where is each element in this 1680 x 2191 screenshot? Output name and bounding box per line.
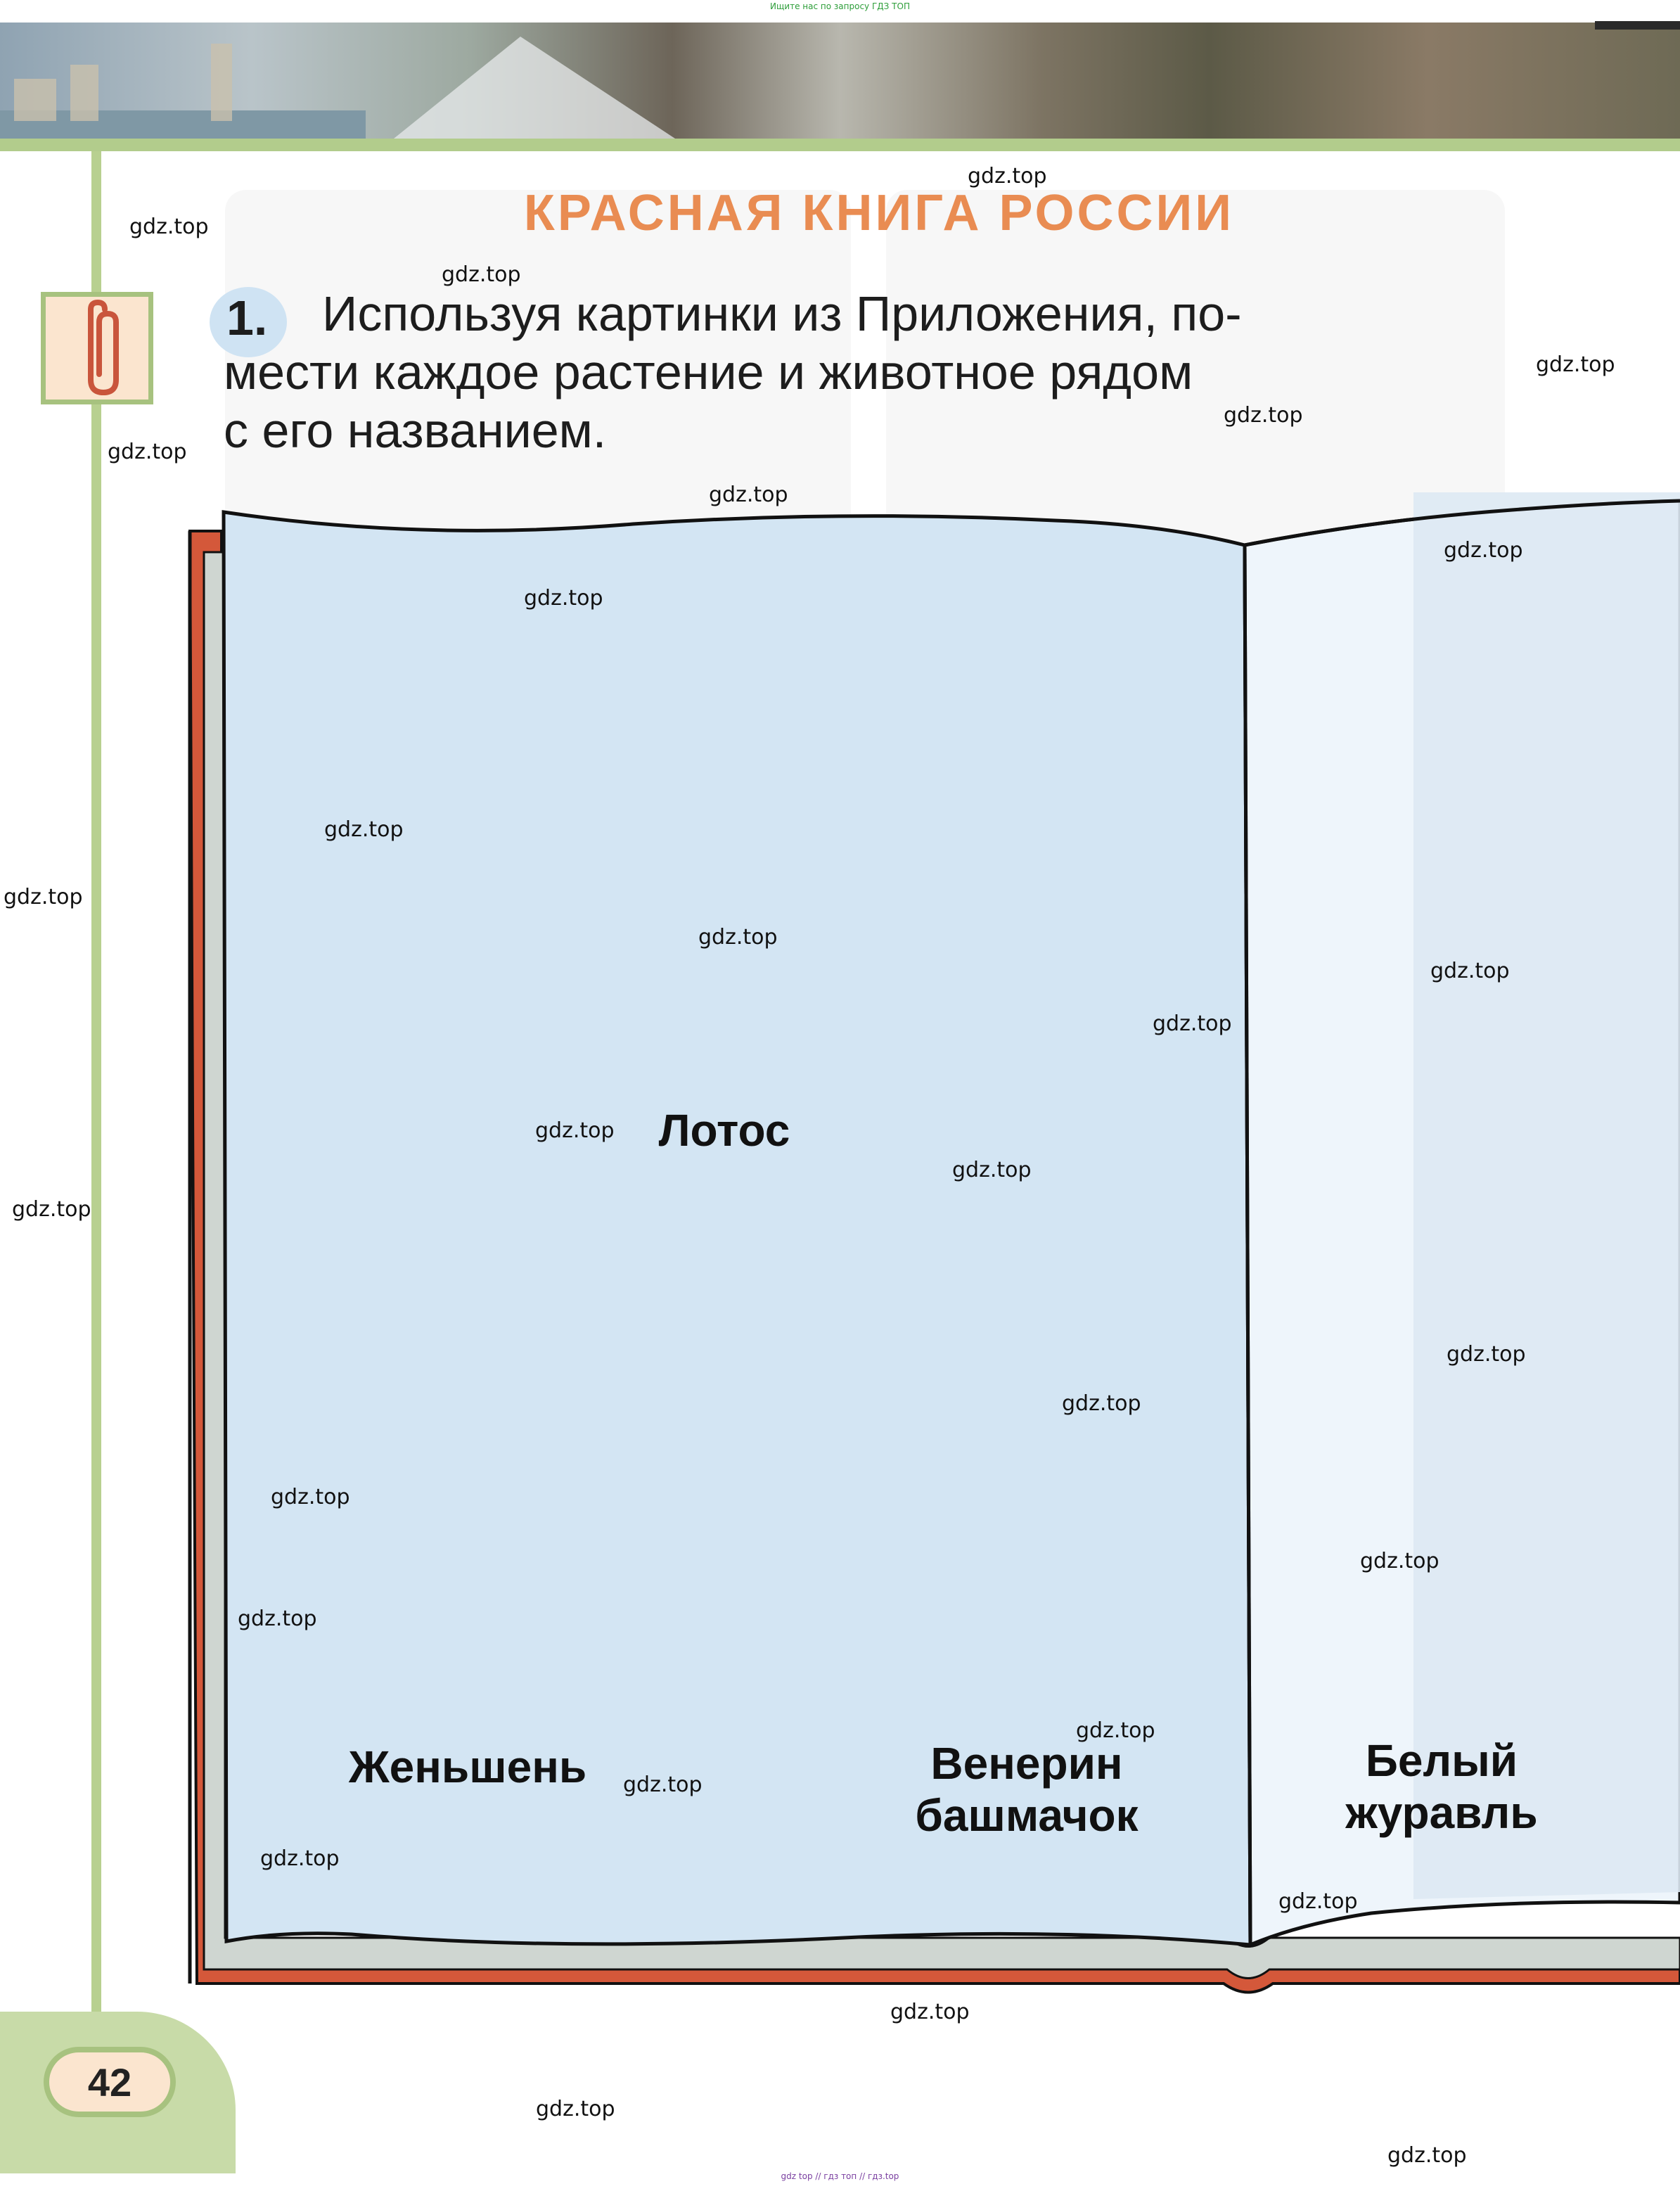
watermark: gdz.top: [1444, 538, 1523, 563]
watermark: gdz.top: [1224, 403, 1303, 428]
watermark: gdz.top: [709, 483, 788, 507]
label-lady-slipper-line2: башмачок: [915, 1790, 1139, 1841]
page-number: 42: [44, 2047, 176, 2117]
watermark: gdz.top: [1536, 352, 1615, 377]
label-ginseng: Женьшень: [348, 1742, 587, 1792]
watermark: gdz.top: [623, 1772, 703, 1797]
watermark: gdz.top: [1387, 2143, 1467, 2168]
watermark: gdz.top: [324, 817, 404, 842]
label-white-crane: [1322, 1735, 1561, 1839]
watermark: gdz.top: [12, 1197, 91, 1222]
watermark: gdz.top: [524, 586, 603, 611]
label-lady-slipper: [879, 1737, 1174, 1841]
label-white-crane-line2: журавль: [1345, 1787, 1538, 1838]
watermark: gdz.top: [1360, 1549, 1439, 1573]
page-title: КРАСНАЯ КНИГА РОССИИ: [523, 185, 1235, 241]
watermark: gdz.top: [442, 262, 521, 287]
watermark: gdz.top: [1062, 1391, 1141, 1416]
watermark: gdz.top: [1447, 1342, 1526, 1367]
label-lotus: Лотос: [658, 1105, 790, 1156]
watermark: gdz.top: [698, 925, 778, 950]
watermark: gdz.top: [4, 885, 83, 909]
watermark: gdz.top: [536, 2097, 615, 2121]
task-number: 1.: [226, 290, 268, 345]
watermark: gdz.top: [238, 1606, 317, 1631]
watermark: gdz.top: [271, 1485, 350, 1509]
watermark: gdz.top: [890, 2000, 970, 2024]
watermark: gdz.top: [108, 440, 187, 464]
bottom-note: gdz top // гдз топ // гдз.top: [781, 2171, 899, 2181]
watermark: gdz.top: [952, 1158, 1032, 1182]
task-instruction: Используя картинки из Приложения, по- мести каждое растение и животное рядом с его названием.: [224, 286, 1242, 458]
watermark: gdz.top: [1153, 1011, 1232, 1036]
watermark: gdz.top: [1076, 1718, 1155, 1743]
watermark: gdz.top: [1430, 959, 1510, 983]
top-note: Ищите нас по запросу ГДЗ ТОП: [770, 1, 910, 11]
watermark: gdz.top: [968, 164, 1047, 189]
watermark: gdz.top: [535, 1118, 615, 1143]
watermark: gdz.top: [1278, 1889, 1358, 1914]
watermark: gdz.top: [260, 1846, 340, 1871]
label-lady-slipper-line1: Венерин: [930, 1738, 1123, 1789]
watermark: gdz.top: [129, 215, 209, 239]
label-white-crane-line1: Белый: [1365, 1735, 1518, 1786]
